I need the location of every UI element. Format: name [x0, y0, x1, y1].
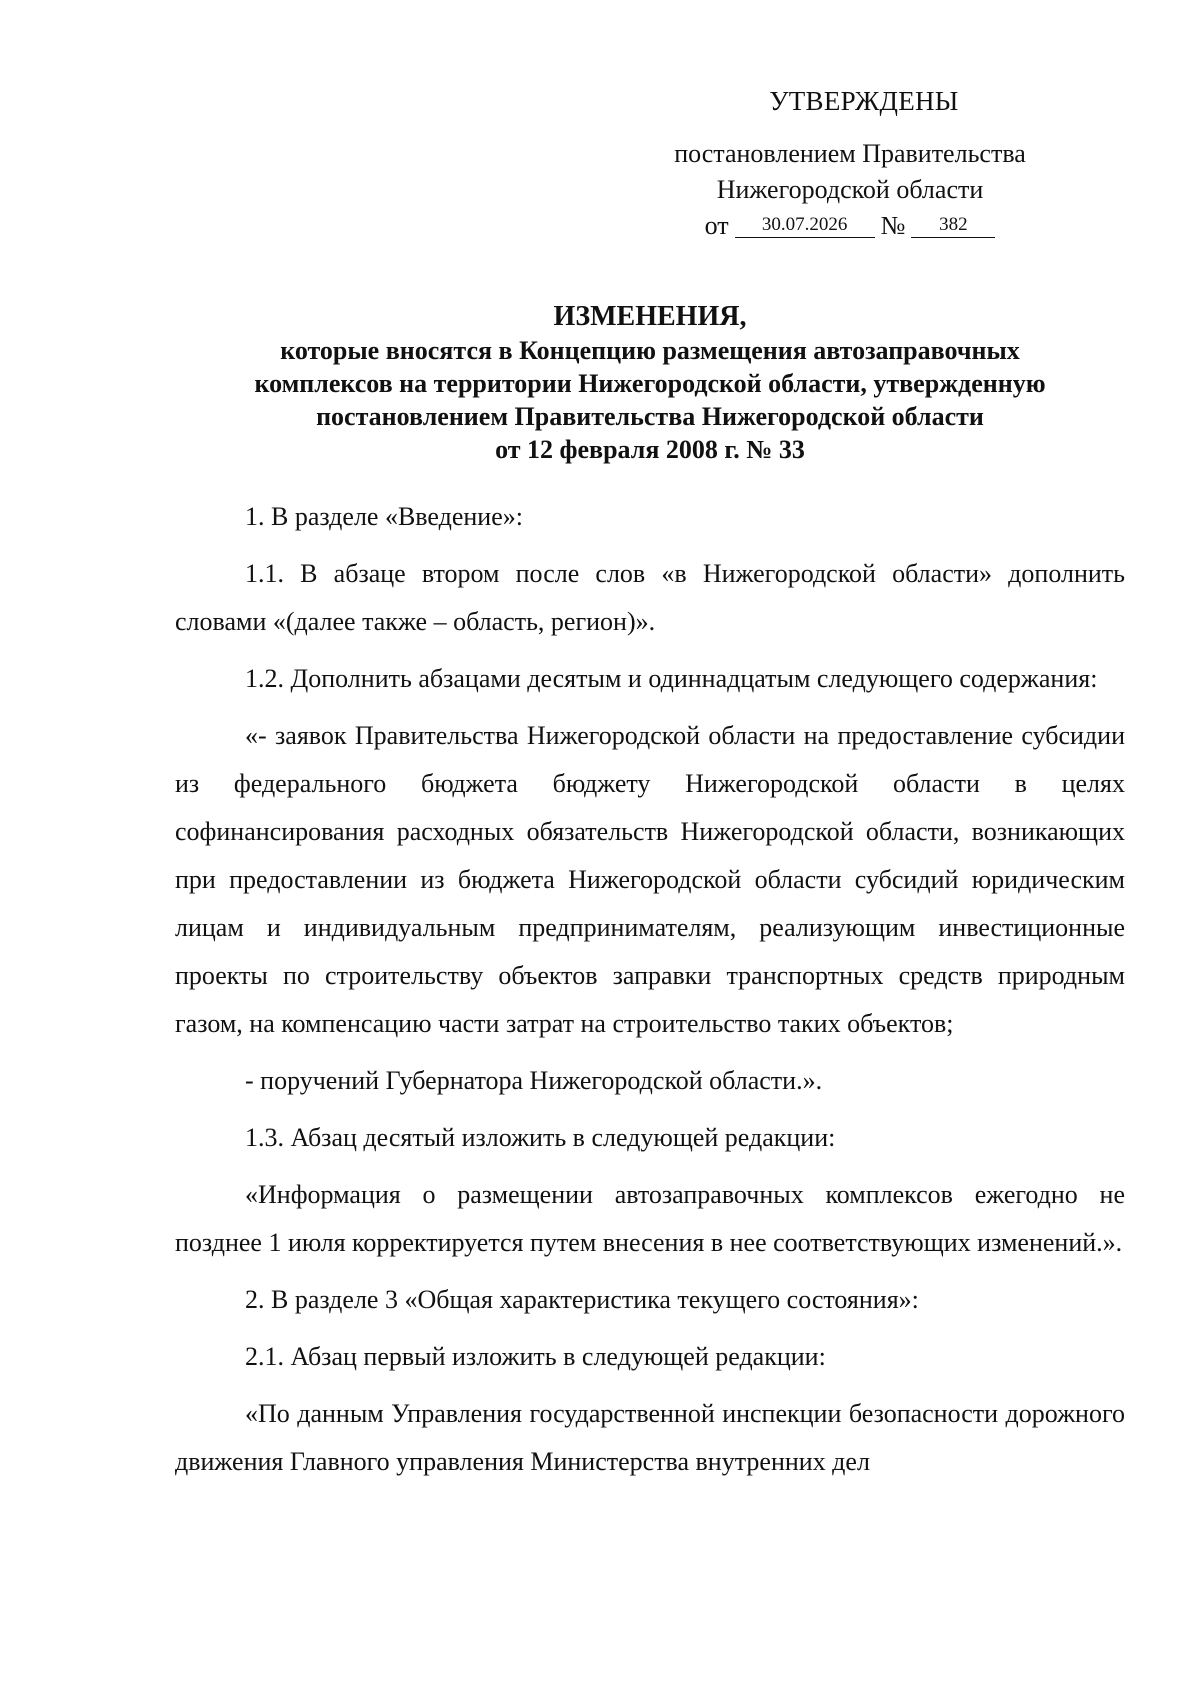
approval-number: 382: [911, 213, 995, 238]
approval-block: [640, 80, 1060, 244]
title-main: ИЗМЕНЕНИЯ,: [553, 301, 747, 332]
paragraph: 1.3. Абзац десятый изложить в следующей редакции:: [245, 1123, 836, 1152]
document-title: [175, 300, 1125, 466]
paragraph: 2.1. Абзац первый изложить в следующей редакции:: [245, 1342, 826, 1371]
paragraph: «По данным Управления государственной инспекции безопасности дорожного движения Главного управления Министерства внутренних дел: [175, 1399, 1125, 1476]
title-line-3: постановлением Правительства Нижегородской области: [316, 402, 984, 431]
paragraph: 2. В разделе 3 «Общая характеристика текущего состояния»:: [245, 1285, 919, 1314]
approval-line-1: постановлением Правительства: [674, 139, 1026, 168]
approval-line-2: Нижегородской области: [716, 175, 984, 204]
title-line-2: комплексов на территории Нижегородской области, утвержденную: [254, 369, 1046, 398]
document-body: [175, 493, 1125, 1495]
paragraph: - поручений Губернатора Нижегородской области.».: [245, 1066, 823, 1095]
paragraph: 1. В разделе «Введение»:: [245, 502, 523, 531]
paragraph: «Информация о размещении автозаправочных комплексов ежегодно не позднее 1 июля корректируется путем внесения в нее соответствующих изменений.».: [175, 1180, 1125, 1257]
title-line-1: которые вносятся в Концепцию размещения автозаправочных: [280, 336, 1020, 365]
paragraph: 1.1. В абзаце втором после слов «в Нижегородской области» дополнить словами «(далее также – область, регион)».: [175, 559, 1125, 636]
approval-title: УТВЕРЖДЕНЫ: [769, 86, 959, 116]
approval-date: 30.07.2026: [735, 213, 875, 238]
title-line-4: от 12 февраля 2008 г. № 33: [495, 435, 805, 464]
from-label: от: [704, 211, 729, 240]
number-label: №: [880, 211, 906, 240]
paragraph: 1.2. Дополнить абзацами десятым и одиннадцатым следующего содержания:: [245, 664, 1098, 693]
paragraph: «- заявок Правительства Нижегородской области на предоставление субсидии из федерального бюджета бюджету Нижегородской области в целях софинансирования расходных обязательств Нижегородской области, возникающих при предоставлении из бюджета Нижегородской области субсидий юридическим лицам и индивидуальным предпринимателям, реализующим инвестиционные проекты по строительству объектов заправки транспортных средств природным газом, на компенсацию части затрат на строительство таких объектов;: [175, 721, 1125, 1038]
approval-date-line: [640, 208, 1060, 244]
